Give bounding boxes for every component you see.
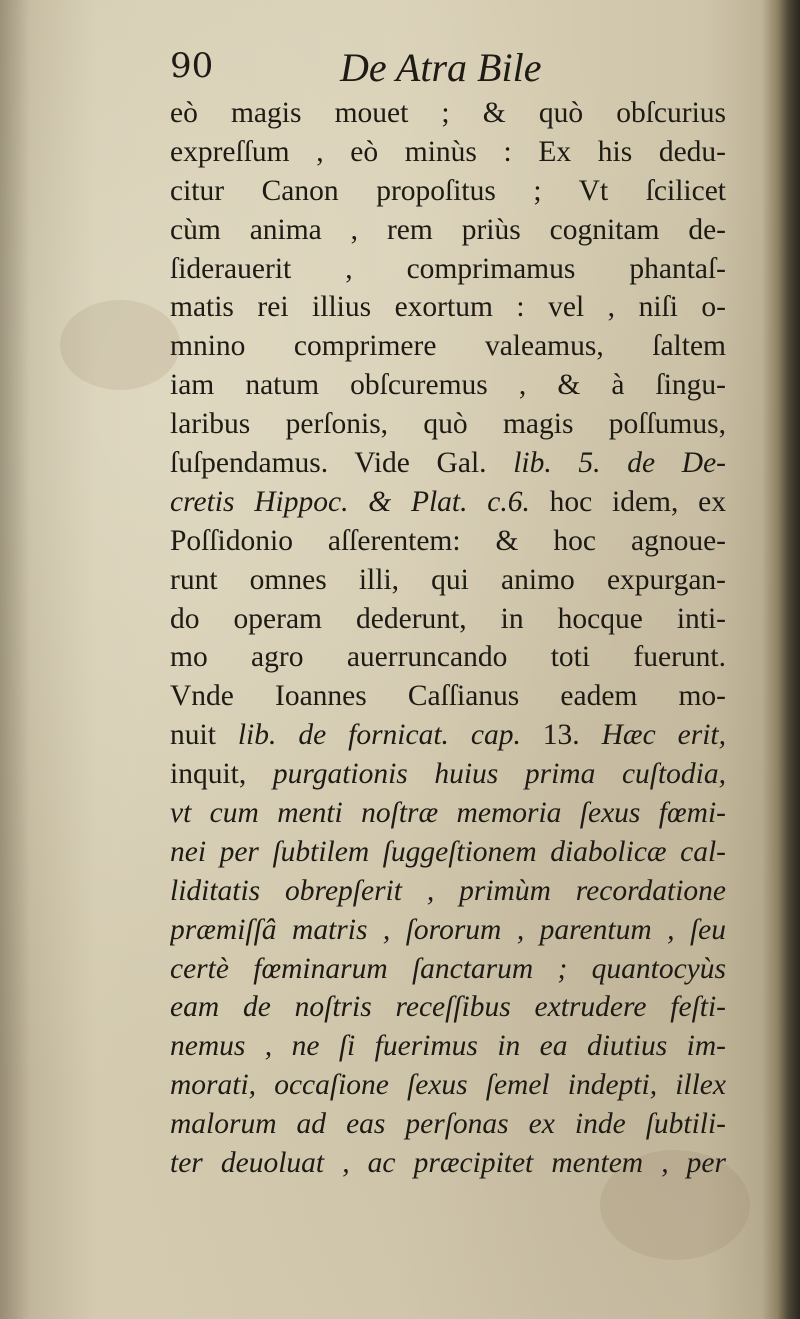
text-line xyxy=(170,405,726,444)
gutter-shadow xyxy=(0,0,30,1319)
text-line xyxy=(170,522,726,561)
italic-text: malorum ad eas perſonas ex inde ſubtili- xyxy=(170,1108,726,1141)
text-line xyxy=(170,833,726,872)
text-segment: do operam dederunt, in hocque inti- xyxy=(170,602,726,635)
italic-text: eam de noſtris receſſibus extrudere feſti- xyxy=(170,991,726,1024)
text-line xyxy=(170,444,726,483)
text-line xyxy=(170,1066,726,1105)
text-line xyxy=(170,988,726,1027)
text-segment: 13. xyxy=(520,719,602,752)
italic-text: Hæc erit, xyxy=(601,719,726,752)
text-segment: laribus perſonis, quò magis poſſumus, xyxy=(170,408,726,441)
italic-text: ter deuoluat , ac præcipitet mentem , per xyxy=(170,1147,726,1180)
text-line xyxy=(170,911,726,950)
text-line xyxy=(170,327,726,366)
text-segment: cùm anima , rem priùs cognitam de- xyxy=(170,213,726,246)
text-segment: ſuſpendamus. Vide Gal. xyxy=(170,447,514,480)
text-segment: inquit, xyxy=(170,758,273,791)
text-line xyxy=(170,677,726,716)
text-line xyxy=(170,1105,726,1144)
text-line xyxy=(170,1027,726,1066)
text-segment: mo agro auerruncando toti fuerunt. xyxy=(170,641,726,674)
text-segment: ſiderauerit , comprimamus phantaſ- xyxy=(170,252,726,285)
italic-text: præmiſſâ matris , ſororum , parentum , ſeu xyxy=(170,913,726,946)
italic-text: nemus , ne ſi fuerimus in ea diutius im- xyxy=(170,1030,726,1063)
text-line xyxy=(170,561,726,600)
text-line xyxy=(170,1144,726,1183)
text-line xyxy=(170,288,726,327)
text-line xyxy=(170,133,726,172)
text-line xyxy=(170,483,726,522)
page-edge xyxy=(762,0,800,1319)
text-segment: runt omnes illi, qui animo expurgan- xyxy=(170,563,726,596)
paper-stain xyxy=(60,300,180,390)
text-line xyxy=(170,211,726,250)
text-segment: citur Canon propoſitus ; Vt ſcilicet xyxy=(170,174,726,207)
page-header xyxy=(170,44,730,94)
text-line xyxy=(170,250,726,289)
text-line xyxy=(170,638,726,677)
running-title: De Atra Bile xyxy=(340,45,542,90)
text-segment: Vnde Ioannes Caſſianus eadem mo- xyxy=(170,680,726,713)
text-segment: mnino comprimere valeamus, ſaltem xyxy=(170,330,726,363)
body-text xyxy=(170,94,726,1183)
text-line xyxy=(170,950,726,989)
text-line xyxy=(170,755,726,794)
italic-text: cretis Hippoc. & Plat. c.6. xyxy=(170,485,530,518)
italic-text: nei per ſubtilem ſuggeſtionem diabolicæ cal- xyxy=(170,835,726,868)
italic-text: lib. de fornicat. cap. xyxy=(237,719,521,752)
text-segment: eò magis mouet ; & quò obſcurius xyxy=(170,97,726,129)
text-segment: expreſſum , eò minùs : Ex his dedu- xyxy=(170,135,726,168)
text-line xyxy=(170,172,726,211)
text-segment: matis rei illius exortum : vel , niſi o- xyxy=(170,291,726,324)
text-segment: hoc idem, ex xyxy=(529,485,726,518)
page-number: 90 xyxy=(170,46,214,86)
italic-text: certè fœminarum ſanctarum ; quantocyùs xyxy=(170,952,726,985)
text-segment: iam natum obſcuremus , & à ſingu- xyxy=(170,369,726,402)
text-line xyxy=(170,794,726,833)
text-line xyxy=(170,366,726,405)
text-line xyxy=(170,600,726,639)
italic-text: lib. 5. de De- xyxy=(513,447,726,480)
text-line xyxy=(170,716,726,755)
text-segment: Poſſidonio aſſerentem: & hoc agnoue- xyxy=(170,524,726,557)
italic-text: morati, occaſione ſexus ſemel indepti, illex xyxy=(170,1069,726,1102)
text-line xyxy=(170,94,726,133)
italic-text: purgationis huius prima cuſtodia, xyxy=(272,758,726,791)
text-segment: nuit xyxy=(170,719,238,752)
italic-text: vt cum menti noſtræ memoria ſexus fœmi- xyxy=(170,797,726,830)
text-line xyxy=(170,872,726,911)
italic-text: liditatis obrepſerit , primùm recordatione xyxy=(170,874,726,907)
